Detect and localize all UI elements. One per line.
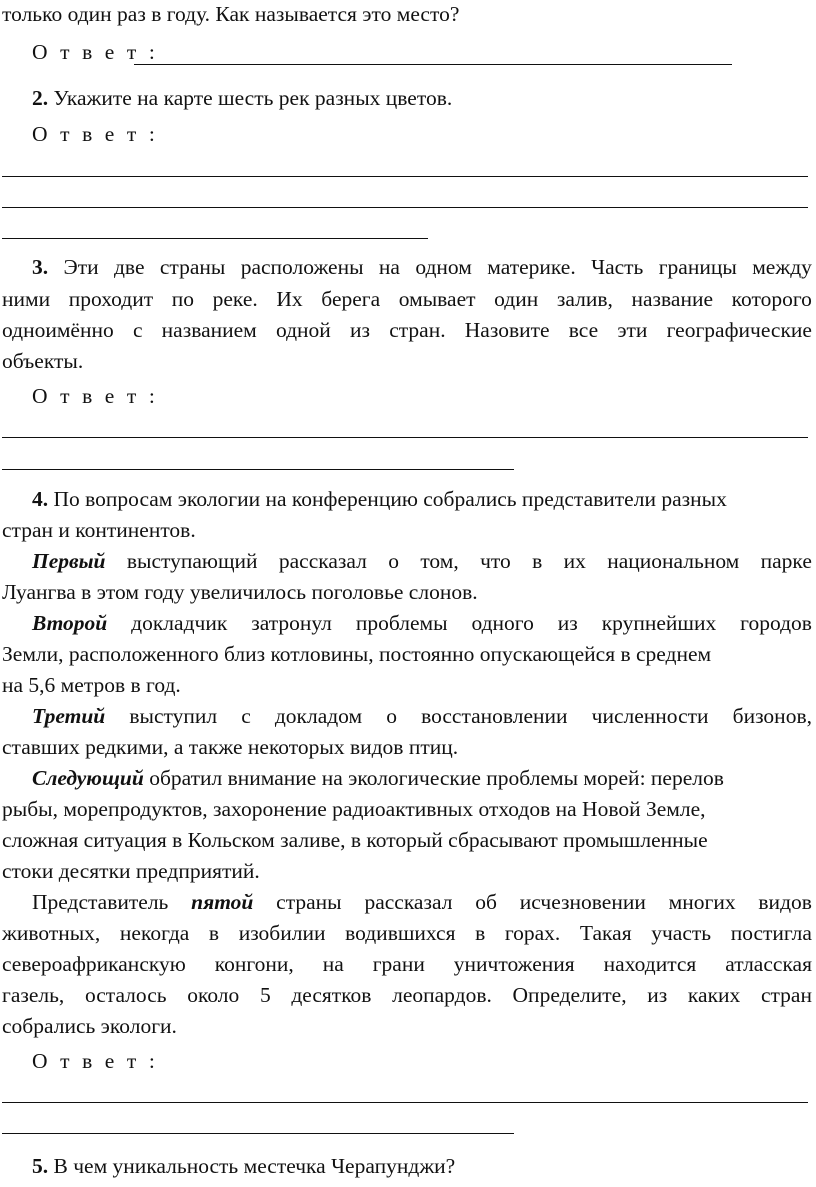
q5-text: В чем уникальность местечка Черапунджи? (53, 1154, 456, 1178)
q1-answer-label: О т в е т : (32, 40, 159, 64)
q4-intro-line-2: стран и континентов. (2, 518, 196, 542)
q4-p1-line-1: Первый выступающий рассказал о том, что в их национальном парке (32, 549, 812, 573)
q3-line-3: одноимённо с названием одной из стран. Назовите все эти географические (2, 318, 812, 342)
q4-p1-lead: Первый (32, 549, 106, 573)
q1-answer-line[interactable] (134, 64, 732, 65)
q4-p5-lead: пятой (191, 890, 254, 914)
q4-p2-line-1: Второй докладчик затронул проблемы одного из крупнейших городов (32, 611, 812, 635)
q4-p2-line-3: на 5,6 метров в год. (2, 673, 181, 697)
q5-number: 5. (32, 1154, 49, 1178)
q3-number: 3. (32, 255, 49, 279)
q3-line-2: ними проходит по реке. Их берега омывает один залив, название которого (2, 287, 812, 311)
q2-number: 2. (32, 86, 49, 110)
q4-answer-line-1[interactable] (2, 1102, 808, 1103)
q4-p4-line-3: сложная ситуация в Кольском заливе, в который сбрасывают промышленные (2, 828, 708, 852)
q2-text: Укажите на карте шесть рек разных цветов. (53, 86, 453, 110)
q4-p5-line-1: Представитель пятой страны рассказал об исчезновении многих видов (32, 890, 812, 914)
q3-line-1: 3. Эти две страны расположены на одном материке. Часть границы между (32, 255, 812, 279)
q4-intro-line-1: 4. По вопросам экологии на конференцию собрались представители разных (32, 487, 727, 511)
q4-p5-line-3: североафриканскую конгони, на грани уничтожения находится атласская (2, 952, 812, 976)
q3-answer-line-1[interactable] (2, 437, 808, 438)
q3-answer-line-2[interactable] (2, 469, 514, 470)
q2-answer-line-1[interactable] (2, 176, 808, 177)
q4-p4-line-1: Следующий обратил внимание на экологические проблемы морей: перелов (32, 766, 724, 790)
q3-answer-label: О т в е т : (32, 384, 159, 408)
q4-p3-line-2: ставших редкими, а также некоторых видов птиц. (2, 735, 459, 759)
q4-p3-line-1: Третий выступил с докладом о восстановлении численности бизонов, (32, 704, 812, 728)
q4-p4-line-2: рыбы, морепродуктов, захоронение радиоактивных отходов на Новой Земле, (2, 797, 706, 821)
q4-p5-line-2: животных, некогда в изобилии водившихся в горах. Такая участь постигла (2, 921, 812, 945)
q4-number: 4. (32, 487, 49, 511)
q2-answer-label: О т в е т : (32, 122, 159, 146)
q4-p5-line-5: собрались экологи. (2, 1014, 177, 1038)
q2-answer-line-2[interactable] (2, 207, 808, 208)
q5-question (32, 1156, 455, 1178)
q2-question (32, 88, 452, 110)
q1-text-tail: только один раз в году. Как называется это место? (2, 2, 460, 26)
q4-p4-line-4: стоки десятки предприятий. (2, 859, 260, 883)
q4-p4-lead: Следующий (32, 766, 144, 790)
q4-p2-lead: Второй (32, 611, 108, 635)
q4-p5-line-4: газель, осталось около 5 десятков леопардов. Определите, из каких стран (2, 983, 812, 1007)
q4-p2-line-2: Земли, расположенного близ котловины, постоянно опускающейся в среднем (2, 642, 712, 666)
q4-answer-line-2[interactable] (2, 1133, 514, 1134)
q4-p1-line-2: Луангва в этом году увеличилось поголовье слонов. (2, 580, 478, 604)
q2-answer-line-3[interactable] (2, 238, 428, 239)
q4-answer-label: О т в е т : (32, 1049, 159, 1073)
q4-p3-lead: Третий (32, 704, 106, 728)
q3-line-4: объекты. (2, 349, 84, 373)
